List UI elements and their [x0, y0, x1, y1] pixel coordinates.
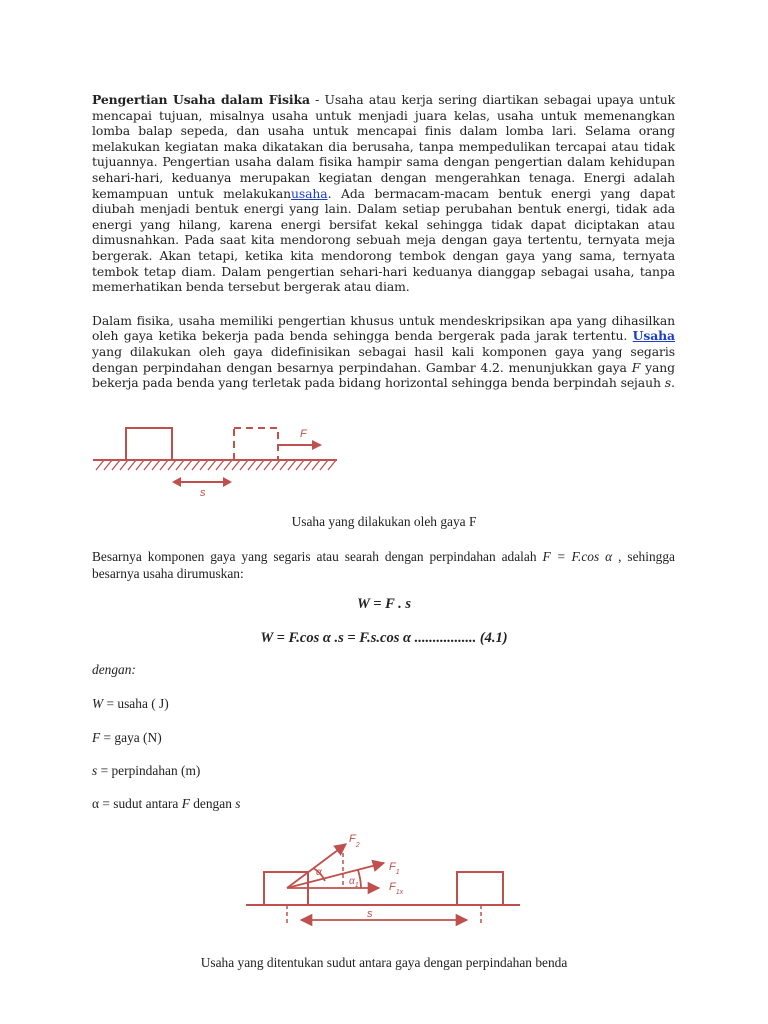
- s-text: = perpindahan (m): [97, 763, 201, 778]
- label-F1x: $F_{1x}$: [389, 881, 404, 896]
- label-alpha1: $\alpha_1$: [349, 876, 359, 889]
- label-F: F: [300, 428, 307, 440]
- usaha-bold-link[interactable]: Usaha: [632, 328, 675, 344]
- w-text: = usaha ( J): [103, 696, 169, 711]
- formula-intro-text: Besarnya komponen gaya yang segaris atau searah dengan perpindahan adalah: [92, 549, 543, 564]
- usaha-link[interactable]: usaha: [291, 185, 328, 201]
- paragraph-1-text-a: - Usaha atau kerja sering diartikan sebagai upaya untuk mencapai tujuan, misalnya usaha untuk menjadi juara kelas, usaha untuk memenangkan lomba balap sepeda, dan usaha untuk mencapai finis dalam lomba lari. Selama orang melakukan kegiatan maka dikatakan dia berusaha, tanpa mempedulikan tercapai atau tidak tujuannya. Pengertian usaha dalam fisika hampir sama dengan pengertian dalam kehidupan sehari-hari, keduanya merupakan kegiatan dengan mengerahkan tenaga. Energi adalah kemampuan untuk melakukan: [92, 92, 675, 201]
- def-work: [92, 696, 169, 712]
- arrow-F2: [287, 844, 346, 888]
- figure-2-caption: Usaha yang ditentukan sudut antara gaya dengan perpindahan benda: [200, 955, 568, 970]
- label-F2: $F_2$: [349, 833, 360, 849]
- paragraph-1-text-b: . Ada bermacam-macam bentuk energi yang dapat diubah menjadi bentuk energi yang lain. Dalam setiap perubahan bentuk energi, tidak ada energi yang hilang, karena energi bersifat kekal sehingga tidak dapat diciptakan atau dimusnahkan. Pada saat kita mendorong sebuah meja dengan gaya tertentu, ternyata meja bergerak. Akan tetapi, ketika kita mendorong tembok dengan gaya yang sama, ternyata tembok tetap diam. Dalam pengertian sehari-hari keduanya dianggap sebagai usaha, tanpa memerhatikan benda tersebut bergerak atau diam.: [92, 185, 675, 295]
- def-force: [92, 730, 162, 746]
- angle-mid: dengan: [189, 796, 236, 811]
- def-displacement: [92, 763, 200, 779]
- paragraph-1: [92, 92, 675, 295]
- displacement-symbol: s: [664, 375, 671, 391]
- w-symbol: W: [92, 696, 104, 711]
- paragraph-2-text-c: yang bekerja pada benda yang terletak pada bidang horizontal sehingga benda berpindah sejauh: [92, 359, 675, 391]
- equation-work-cos-text: W = F.cos α .s = F.s.cos α ................. (4.1): [260, 630, 508, 646]
- definitions-header: [92, 662, 136, 678]
- ground-hatching: [96, 460, 336, 470]
- box-moved: [234, 428, 278, 460]
- article-body: [92, 92, 675, 391]
- angle-s: s: [235, 796, 241, 811]
- angle-F: F: [181, 796, 190, 811]
- def-angle: [92, 796, 240, 812]
- f-symbol: F: [92, 730, 101, 745]
- displacement-arrow: [172, 477, 232, 487]
- figure-1-caption: Usaha yang dilakukan oleh gaya F: [291, 514, 477, 529]
- label-alpha: α: [316, 867, 322, 878]
- label-F1: $F_1$: [389, 861, 400, 876]
- force-symbol: F: [631, 359, 641, 375]
- figure-work-horizontal: [90, 420, 350, 500]
- formula-intro-text-b: , sehingga besarnya usaha dirumuskan:: [92, 549, 675, 581]
- equation-work: [0, 596, 768, 613]
- figure-work-angle: [243, 828, 523, 928]
- label-s: s: [367, 908, 373, 920]
- box-final: [457, 872, 503, 905]
- label-s: s: [200, 487, 206, 499]
- paragraph-2-text-a: Dalam fisika, usaha memiliki pengertian khusus untuk mendeskripsikan apa yang dihasilkan oleh gaya ketika bekerja pada benda sehingga benda bergerak pada jarak tertentu.: [92, 312, 675, 344]
- f-text: = gaya (N): [100, 730, 162, 745]
- box-initial: [126, 428, 172, 460]
- paragraph-2: [92, 313, 675, 391]
- equation-work-text: W = F . s: [356, 596, 412, 612]
- paragraph-2-text-b: yang dilakukan oleh gaya didefinisikan sebagai hasil kali komponen gaya yang segaris dengan perpindahan dengan besarnya perpindahan. Gambar 4.2. menunjukkan gaya: [92, 343, 675, 375]
- force-arrow: [278, 440, 322, 450]
- formula-intro: [92, 548, 675, 582]
- paragraph-2-text-d: .: [670, 375, 675, 391]
- dengan-label: dengan:: [92, 662, 136, 677]
- s-symbol: s: [92, 763, 98, 778]
- angle-text: α = sudut antara: [92, 796, 182, 811]
- arrow-F1: [287, 863, 384, 888]
- equation-work-cos: [0, 630, 768, 647]
- component-formula: F = F.cos α: [542, 549, 613, 564]
- section-heading: Pengertian Usaha dalam Fisika: [92, 92, 310, 107]
